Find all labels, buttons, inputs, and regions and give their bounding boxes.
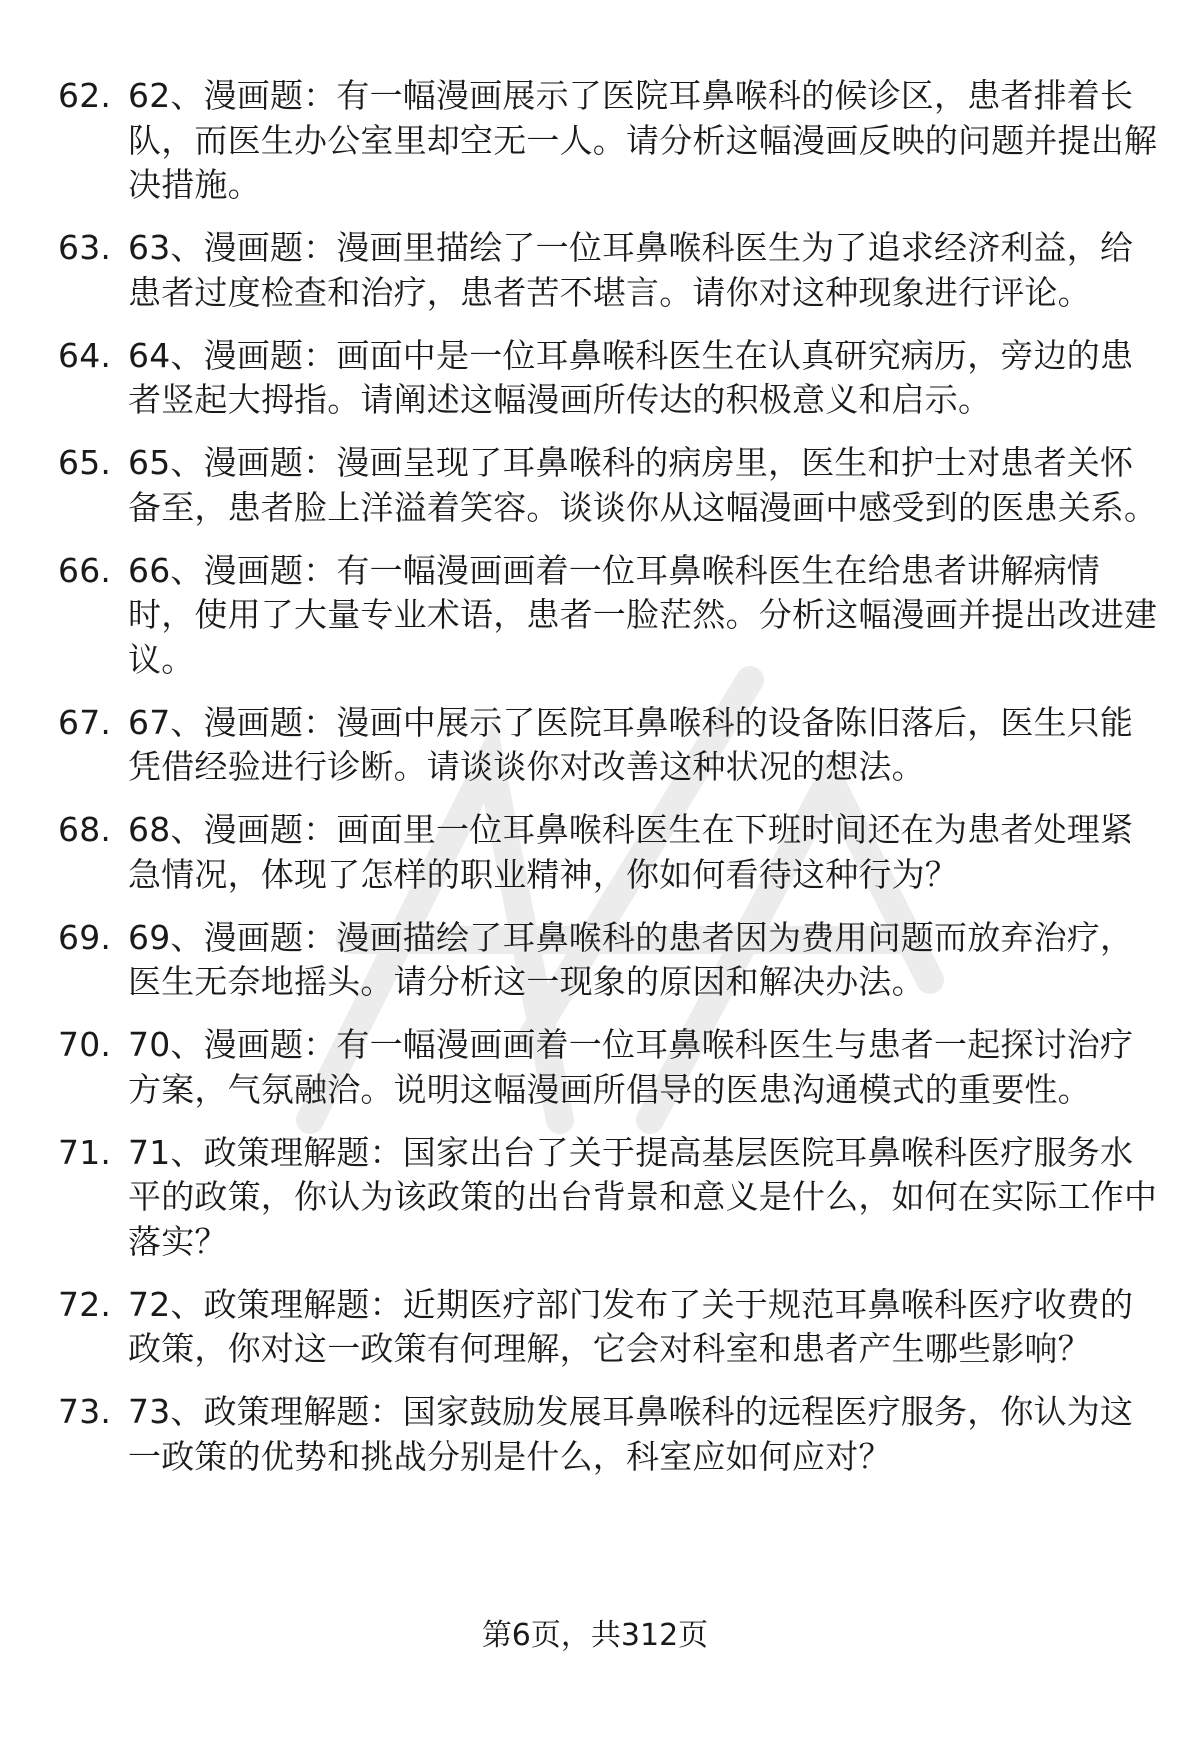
question-text: 70、漫画题：有一幅漫画画着一位耳鼻喉科医生与患者一起探讨治疗方案，气氛融洽。说明这幅漫画所倡导的医患沟通模式的重要性。 [128, 1025, 1134, 1109]
question-text: 64、漫画题：画面中是一位耳鼻喉科医生在认真研究病历，旁边的患者竖起大拇指。请阐述这幅漫画所传达的积极意义和启示。 [128, 335, 1134, 419]
question-item [58, 74, 1158, 208]
question-text: 73、政策理解题：国家鼓励发展耳鼻喉科的远程医疗服务，你认为这一政策的优势和挑战分别是什么，科室应如何应对？ [128, 1392, 1134, 1476]
question-text: 66、漫画题：有一幅漫画画着一位耳鼻喉科医生在给患者讲解病情时，使用了大量专业术语，患者一脸茫然。分析这幅漫画并提出改进建议。 [128, 550, 1158, 679]
question-item [58, 549, 1158, 683]
question-number: 68. [58, 810, 112, 849]
page-footer: 第6页，共312页 [481, 1618, 709, 1653]
question-number: 62. [58, 76, 112, 115]
question-item [58, 808, 1158, 897]
question-item [58, 441, 1158, 530]
question-item [58, 916, 1158, 1005]
question-number: 64. [58, 335, 112, 375]
question-item [58, 1131, 1158, 1265]
question-number: 73. [58, 1392, 112, 1431]
question-item [58, 701, 1158, 790]
question-item [58, 1023, 1158, 1112]
question-number: 70. [58, 1025, 112, 1064]
question-text: 63、漫画题：漫画里描绘了一位耳鼻喉科医生为了追求经济利益，给患者过度检查和治疗，患者苦不堪言。请你对这种现象进行评论。 [128, 228, 1134, 312]
question-text: 71、政策理解题：国家出台了关于提高基层医院耳鼻喉科医疗服务水平的政策，你认为该政策的出台背景和意义是什么，如何在实际工作中落实？ [128, 1132, 1158, 1261]
question-text: 65、漫画题：漫画呈现了耳鼻喉科的病房里，医生和护士对患者关怀备至，患者脸上洋溢着笑容。谈谈你从这幅漫画中感受到的医患关系。 [128, 443, 1158, 527]
question-text: 69、漫画题：漫画描绘了耳鼻喉科的患者因为费用问题而放弃治疗，医生无奈地摇头。请分析这一现象的原因和解决办法。 [128, 917, 1134, 1001]
question-number: 71. [58, 1132, 112, 1172]
question-number: 67. [58, 702, 112, 742]
question-text: 68、漫画题：画面里一位耳鼻喉科医生在下班时间还在为患者处理紧急情况，体现了怎样的职业精神，你如何看待这种行为？ [128, 810, 1134, 894]
question-number: 66. [58, 550, 112, 590]
question-number: 65. [58, 443, 112, 482]
question-text: 62、漫画题：有一幅漫画展示了医院耳鼻喉科的候诊区，患者排着长队，而医生办公室里却空无一人。请分析这幅漫画反映的问题并提出解决措施。 [128, 76, 1158, 204]
question-number: 72. [58, 1284, 112, 1324]
question-item [58, 1283, 1158, 1372]
question-number: 63. [58, 228, 112, 267]
question-item [58, 334, 1158, 423]
question-number: 69. [58, 917, 112, 957]
question-list [58, 74, 1158, 1498]
question-text: 72、政策理解题：近期医疗部门发布了关于规范耳鼻喉科医疗收费的政策，你对这一政策有何理解，它会对科室和患者产生哪些影响？ [128, 1284, 1134, 1368]
question-item [58, 226, 1158, 315]
question-text: 67、漫画题：漫画中展示了医院耳鼻喉科的设备陈旧落后，医生只能凭借经验进行诊断。请谈谈你对改善这种状况的想法。 [128, 702, 1134, 786]
question-item [58, 1390, 1158, 1479]
